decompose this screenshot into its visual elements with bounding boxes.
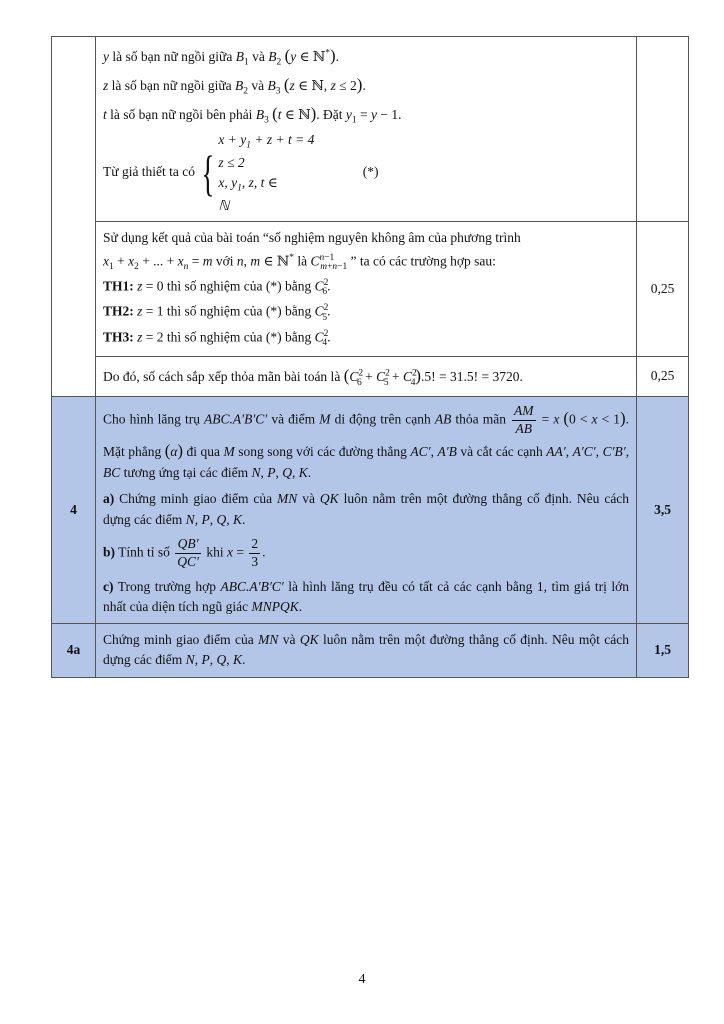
row-conclusion: [52, 357, 689, 397]
equation-system: { $x + y_1 + z + t = 4$ z ≤ 2 x, $y_1$, z, t ∈ ℕ: [201, 131, 315, 213]
t-definition: t là số bạn nữ ngồi bên phải $B_3$ (t ∈ ℕ). Đặt $y_1 = y - 1$.: [103, 103, 402, 126]
solution-table: [51, 36, 689, 678]
system-line: Từ giả thiết ta có { $x + y_1 + z + t = 4$ z ≤ 2 x, $y_1$, z, t ∈ ℕ (*): [103, 130, 629, 216]
problem-number: 4: [52, 397, 96, 624]
row-cases: [52, 222, 689, 357]
theorem-formula: $x_1 + x_2$ + ... + $x_n = m$ với n, m ∈ ℕ* là $C^{n-1}_{m+n-1}$ ” ta có các trường hợp sau:: [103, 252, 496, 272]
part-a: a) Chứng minh giao điểm của MN và QK luôn nằm trên một đường thẳng cố định. Nêu cách dựng các điểm N, P, Q, K.: [103, 491, 630, 527]
empty-number-cell: [52, 37, 96, 397]
case-3: TH3: z = 2 thì số nghiệm của (*) bằng $C^2_4$.: [103, 328, 331, 348]
fraction-qb-qc: $\frac{QB'}{QC'}$: [177, 535, 200, 569]
empty-score-cell: [637, 37, 689, 222]
problem-4a-cell: [96, 624, 637, 678]
case-1: TH1: z = 0 thì số nghiệm của (*) bằng $C^2_6$.: [103, 278, 331, 298]
row-problem-4a: [52, 624, 689, 678]
score-conclusion: 0,25: [637, 357, 689, 397]
part-b: b) Tính tỉ số $\frac{QB'}{QC'}$ khi x = $\frac{2}{3}$ .: [103, 535, 266, 569]
row-variables: [52, 37, 689, 222]
part-c: c) Trong trường hợp ABC.A′B′C′ là hình lăng trụ đều có tất cả các cạnh bằng 1, tìm giá trị lớn nhất của diện tích ngũ giác MNPQK.: [103, 578, 630, 614]
z-definition: z là số bạn nữ ngồi giữa $B_2$ và $B_3$ (z ∈ ℕ, z ≤ 2).: [103, 74, 366, 97]
fraction-am-ab: $\frac{AM}{AB}$: [514, 403, 534, 436]
problem-4a-text: Chứng minh giao điểm của MN và QK luôn nằm trên một đường thẳng cố định. Nêu một cách dựng các điểm N, P, Q, K.: [103, 632, 630, 668]
case-2: TH2: z = 1 thì số nghiệm của (*) bằng $C^2_5$.: [103, 303, 331, 323]
problem-4-cell: [96, 397, 637, 624]
score-problem-4a: 1,5: [637, 624, 689, 678]
y-definition: y là số bạn nữ ngồi giữa $B_1$ và $B_2$ (y ∈ ℕ*).: [103, 46, 339, 68]
fraction-two-thirds: $\frac{2}{3}$: [251, 535, 259, 569]
score-problem-4: 3,5: [637, 397, 689, 624]
score-cases: 0,25: [637, 222, 689, 357]
page-number: 4: [358, 972, 366, 987]
problem-intro: Cho hình lăng trụ ABC.A′B′C′ và điểm M di động trên cạnh AB thỏa mãn $\frac{AM}{AB}$ = x (0 < x < 1). Mặt phẳng (α) đi qua M song song với các đường thẳng AC′, A′B và cắt các cạnh AA′, A′C′, C′B′, BC tương ứng tại các điểm N, P, Q, K.: [103, 403, 630, 481]
row-problem-4: [52, 397, 689, 624]
cases-cell: [96, 222, 637, 357]
variables-cell: [96, 37, 637, 222]
subproblem-number: 4a: [52, 624, 96, 678]
conclusion-cell: [96, 357, 637, 397]
conclusion-line: Do đó, số cách sắp xếp thỏa mãn bài toán là $(C^2_6 + C^2_5 + C^2_4).5$! = 31.5! = 3720.: [103, 366, 523, 388]
theorem-line: Sử dụng kết quả của bài toán “số nghiệm nguyên không âm của phương trình: [103, 230, 521, 246]
